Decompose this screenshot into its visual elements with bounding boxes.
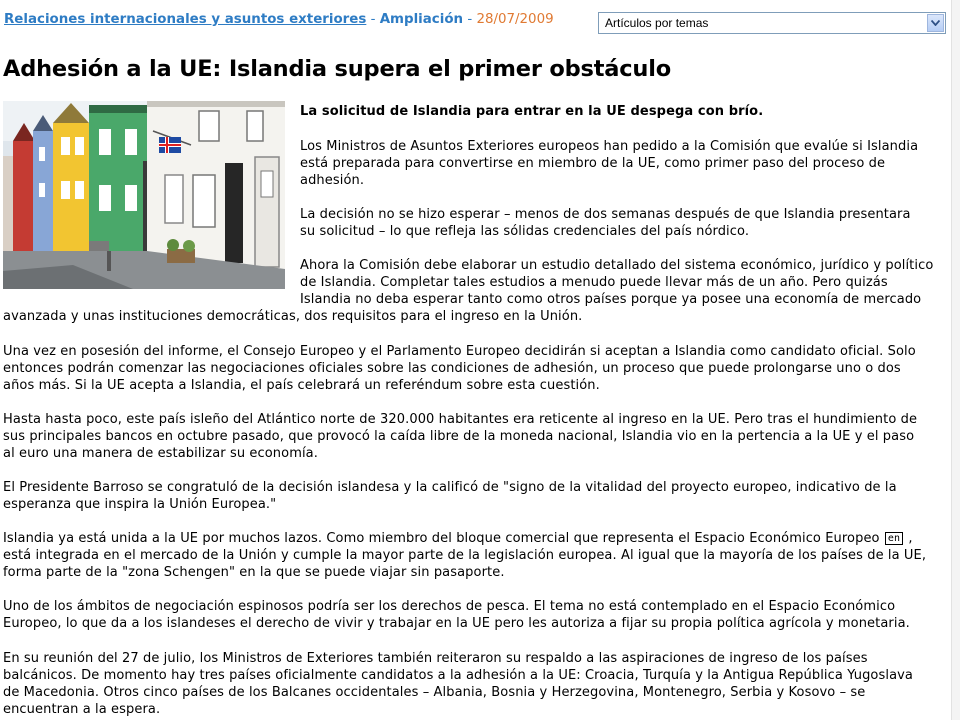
paragraph-line: está integrada en el mercado de la Unión y cumple la mayor parte de la legislación europea. Al igual que la mayoría de los países de la UE, xyxy=(3,548,927,563)
paragraph-line: está preparada para convertirse en miembro de la UE, como primer paso del proceso de xyxy=(300,156,886,171)
paragraph-line: Hasta hasta poco, este país isleño del Atlántico norte de 320.000 habitantes era reticente al ingreso en la UE. Pero tras el hundimiento de xyxy=(3,412,918,427)
paragraph-line: de Islandia. Completar tales estudios a menudo puede llevar más de un año. Pero quizás xyxy=(300,275,888,290)
header-bar xyxy=(4,10,944,38)
paragraph-line: avanzada y unas instituciones democráticas, dos requisitos para el ingreso en la Unión. xyxy=(3,309,583,324)
article-title: Adhesión a la UE: Islandia supera el primer obstáculo xyxy=(3,56,672,82)
paragraph-line: Europeo, lo que da a los islandeses el derecho de vivir y trabajar en la UE pero les autoriza a fijar su propia política agrícola y monetaria. xyxy=(3,616,910,631)
breadcrumb xyxy=(4,12,554,27)
breadcrumb-type: Ampliación xyxy=(379,12,464,27)
paragraph-line: encuentran a la espera. xyxy=(3,702,161,717)
paragraph-line: al euro una manera de estabilizar su economía. xyxy=(3,446,318,461)
language-en-badge[interactable]: en xyxy=(885,532,903,545)
paragraph-line: Una vez en posesión del informe, el Consejo Europeo y el Parlamento Europeo decidirán si aceptan a Islandia como candidato oficial. Solo xyxy=(3,344,916,359)
paragraph-line: años más. Si la UE acepta a Islandia, el país celebrará un referéndum sobre esta cuestión. xyxy=(3,378,600,393)
scrollbar[interactable] xyxy=(951,0,960,720)
paragraph-line: En su reunión del 27 de julio, los Ministros de Exteriores también reiteraron su respaldo a las aspiraciones de ingreso de los países xyxy=(3,651,868,666)
paragraph-line-text: , xyxy=(908,531,913,546)
publication-date: 28/07/2009 xyxy=(476,12,554,27)
topic-select-value: Artículos por temas xyxy=(605,16,709,30)
paragraph-line-text: Islandia ya está unida a la UE por muchos lazos. Como miembro del bloque comercial que representa el Espacio Económico Europeo xyxy=(3,531,880,546)
paragraph-line: La decisión no se hizo esperar – menos de dos semanas después de que Islandia presentara xyxy=(300,207,911,222)
breadcrumb-section-link[interactable]: Relaciones internacionales y asuntos exteriores xyxy=(4,12,367,27)
breadcrumb-separator: - xyxy=(463,12,477,27)
paragraph-line: de Macedonia. Otros cinco países de los Balcanes occidentales – Albania, Bosnia y Herzegovina, Montenegro, Serbia y Kosovo – se xyxy=(3,685,866,700)
paragraph-line xyxy=(3,530,913,547)
breadcrumb-separator: - xyxy=(366,12,380,27)
dropdown-arrow-icon[interactable] xyxy=(927,14,944,32)
paragraph-line: entonces podrán comenzar las negociaciones oficiales sobre las condiciones de adhesión, un proceso que puede prolongarse uno o dos xyxy=(3,361,901,376)
article-photo xyxy=(3,101,285,289)
paragraph-line: Uno de los ámbitos de negociación espinosos podría ser los derechos de pesca. El tema no está contemplado en el Espacio Económico xyxy=(3,599,896,614)
paragraph-line: forma parte de la "zona Schengen" en la que se puede viajar sin pasaporte. xyxy=(3,565,505,580)
paragraph-line: El Presidente Barroso se congratuló de la decisión islandesa y la calificó de "signo de la vitalidad del proyecto europeo, indicativo de la xyxy=(3,480,897,495)
paragraph-line: esperanza que inspira la Unión Europea." xyxy=(3,497,277,512)
topic-select[interactable] xyxy=(598,12,946,34)
paragraph-line: sus principales bancos en octubre pasado, que provocó la caída libre de la moneda nacional, Islandia vio en la pertencia a la UE y el paso xyxy=(3,429,915,444)
paragraph-line: balcánicos. De momento hay tres países oficialmente candidatos a la adhesión a la UE: Croacia, Turquía y la Antigua República Yugoslava xyxy=(3,668,913,683)
paragraph-line: adhesión. xyxy=(300,173,365,188)
paragraph-line: Islandia no deba esperar tanto como otros países porque ya posee una economía de mercado xyxy=(300,292,922,307)
article-lead: La solicitud de Islandia para entrar en la UE despega con brío. xyxy=(300,104,764,119)
paragraph-line: su solicitud – lo que refleja las sólidas credenciales del país nórdico. xyxy=(300,224,750,239)
paragraph-line: Los Ministros de Asuntos Exteriores europeos han pedido a la Comisión que evalúe si Islandia xyxy=(300,139,919,154)
paragraph-line: Ahora la Comisión debe elaborar un estudio detallado del sistema económico, jurídico y político xyxy=(300,258,934,273)
